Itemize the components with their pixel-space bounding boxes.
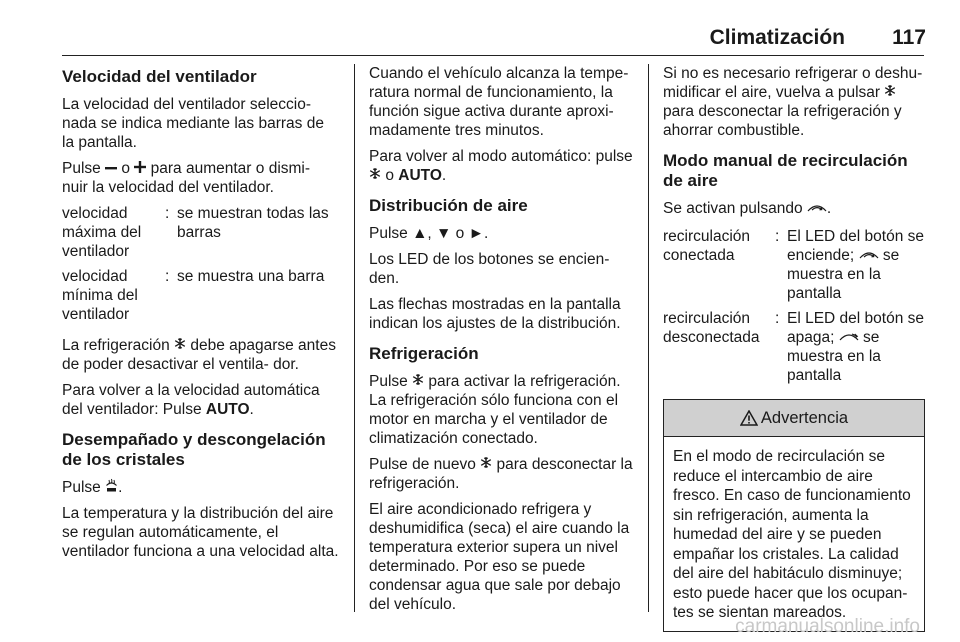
definition-term: velocidad máxima del ventilador — [62, 205, 142, 260]
column-3 — [663, 64, 925, 632]
paragraph: Pulse o para aumentar o dismi- nuir la velocidad del ventilador. — [62, 160, 311, 196]
column-divider-2 — [648, 64, 649, 612]
paragraph: Pulse . — [62, 479, 123, 496]
paragraph: La temperatura y la distribución del aire se regulan automáticamente, el ventilador funciona a una velocidad alta. — [62, 505, 339, 560]
paragraph: Las flechas mostradas en la pantalla indican los ajustes de la distribución. — [369, 296, 621, 332]
column-1 — [62, 64, 340, 568]
watermark: carmanualsonline.info — [735, 616, 920, 637]
definition-desc: se muestra una barra — [177, 268, 325, 285]
header-rule — [62, 55, 924, 56]
paragraph: Pulse para activar la refrigeración. La refrigeración sólo funciona con el motor en marcha y el ventilador de climatización conectado. — [369, 373, 621, 447]
paragraph: Pulse de nuevo para desconectar la refrigeración. — [369, 456, 633, 492]
recirculation-off-icon — [839, 331, 859, 342]
column-2 — [369, 64, 635, 621]
paragraph: Para volver al modo automático: pulse o AUTO. — [369, 148, 633, 184]
page-title: Climatización — [709, 26, 845, 49]
definition-row: recirculación conectada : El LED del botón se enciende; se muestra en la pantalla — [663, 228, 925, 302]
warning-body: En el modo de recirculación se reduce el intercambio de aire fresco. En caso de funcionamiento sin refrigeración, aumenta la humedad del aire y se pueden empañar los cristales. La calidad del aire del habitáculo disminuye; esto puede hacer que los ocupan- tes se sientan mareados. — [673, 448, 911, 621]
paragraph: La refrigeración debe apagarse antes de poder desactivar el ventila- dor. — [62, 337, 336, 373]
snowflake-icon — [884, 84, 896, 97]
definition-row: recirculación desconectada : El LED del botón se apaga; se muestra en la pantalla — [663, 310, 925, 384]
heading-cooling: Refrigeración — [369, 344, 479, 363]
paragraph: Si no es necesario refrigerar o deshu- midificar el aire, vuelva a pulsar para desconectar la refrigeración y ahorrar combustible. — [663, 65, 923, 139]
heading-air-distribution: Distribución de aire — [369, 196, 528, 215]
snowflake-icon — [369, 167, 381, 180]
recirculation-icon — [807, 202, 827, 213]
paragraph: Cuando el vehículo alcanza la tempe- ratura normal de funcionamiento, la función sigue activa durante aproxi- madamente tres minutos. — [369, 65, 629, 139]
definition-row: velocidad mínima del ventilador : se muestra una barra — [62, 267, 340, 324]
snowflake-icon — [480, 456, 492, 469]
paragraph: Los LED de los botones se encien- den. — [369, 251, 610, 287]
minus-icon — [105, 163, 117, 173]
definition-term: recirculación conectada — [663, 228, 751, 264]
heading-fan-speed: Velocidad del ventilador — [62, 67, 257, 86]
definition-desc: se muestran todas las barras — [177, 205, 329, 241]
paragraph: Se activan pulsando . — [663, 200, 832, 217]
warning-header — [664, 400, 924, 437]
heading-recirculation: Modo manual de recirculación de aire — [663, 151, 908, 190]
warning-title: Advertencia — [760, 408, 849, 427]
paragraph: Para volver a la velocidad automática del ventilador: Pulse AUTO. — [62, 382, 320, 418]
definition-row: velocidad máxima del ventilador : se muestran todas las barras — [62, 204, 340, 261]
heading-defrost: Desempañado y descongelación de los cristales — [62, 430, 326, 469]
page-header — [0, 0, 960, 60]
page-number: 117 — [892, 26, 926, 49]
definition-term: velocidad mínima del ventilador — [62, 268, 138, 323]
column-divider-1 — [354, 64, 355, 612]
snowflake-icon — [174, 337, 186, 350]
definition-desc: El LED del botón se apaga; se muestra en la pantalla — [787, 310, 925, 384]
plus-icon — [134, 161, 146, 173]
paragraph: La velocidad del ventilador seleccio- nada se indica mediante las barras de la pantalla. — [62, 96, 324, 151]
paragraph: Pulse ▲, ▼ o ►. — [369, 225, 489, 242]
windshield-max-icon — [105, 478, 118, 492]
paragraph: El aire acondicionado refrigera y deshumidifica (seca) el aire cuando la temperatura exterior supera un nivel determinado. Por eso se puede condensar agua que sale por debajo del vehículo. — [369, 501, 630, 613]
definition-desc: El LED del botón se enciende; se muestra en la pantalla — [787, 228, 925, 302]
warning-box — [663, 399, 925, 632]
warning-icon — [740, 410, 758, 426]
definition-term: recirculación desconectada — [663, 310, 760, 346]
snowflake-icon — [412, 373, 424, 386]
recirculation-on-icon — [859, 249, 879, 260]
